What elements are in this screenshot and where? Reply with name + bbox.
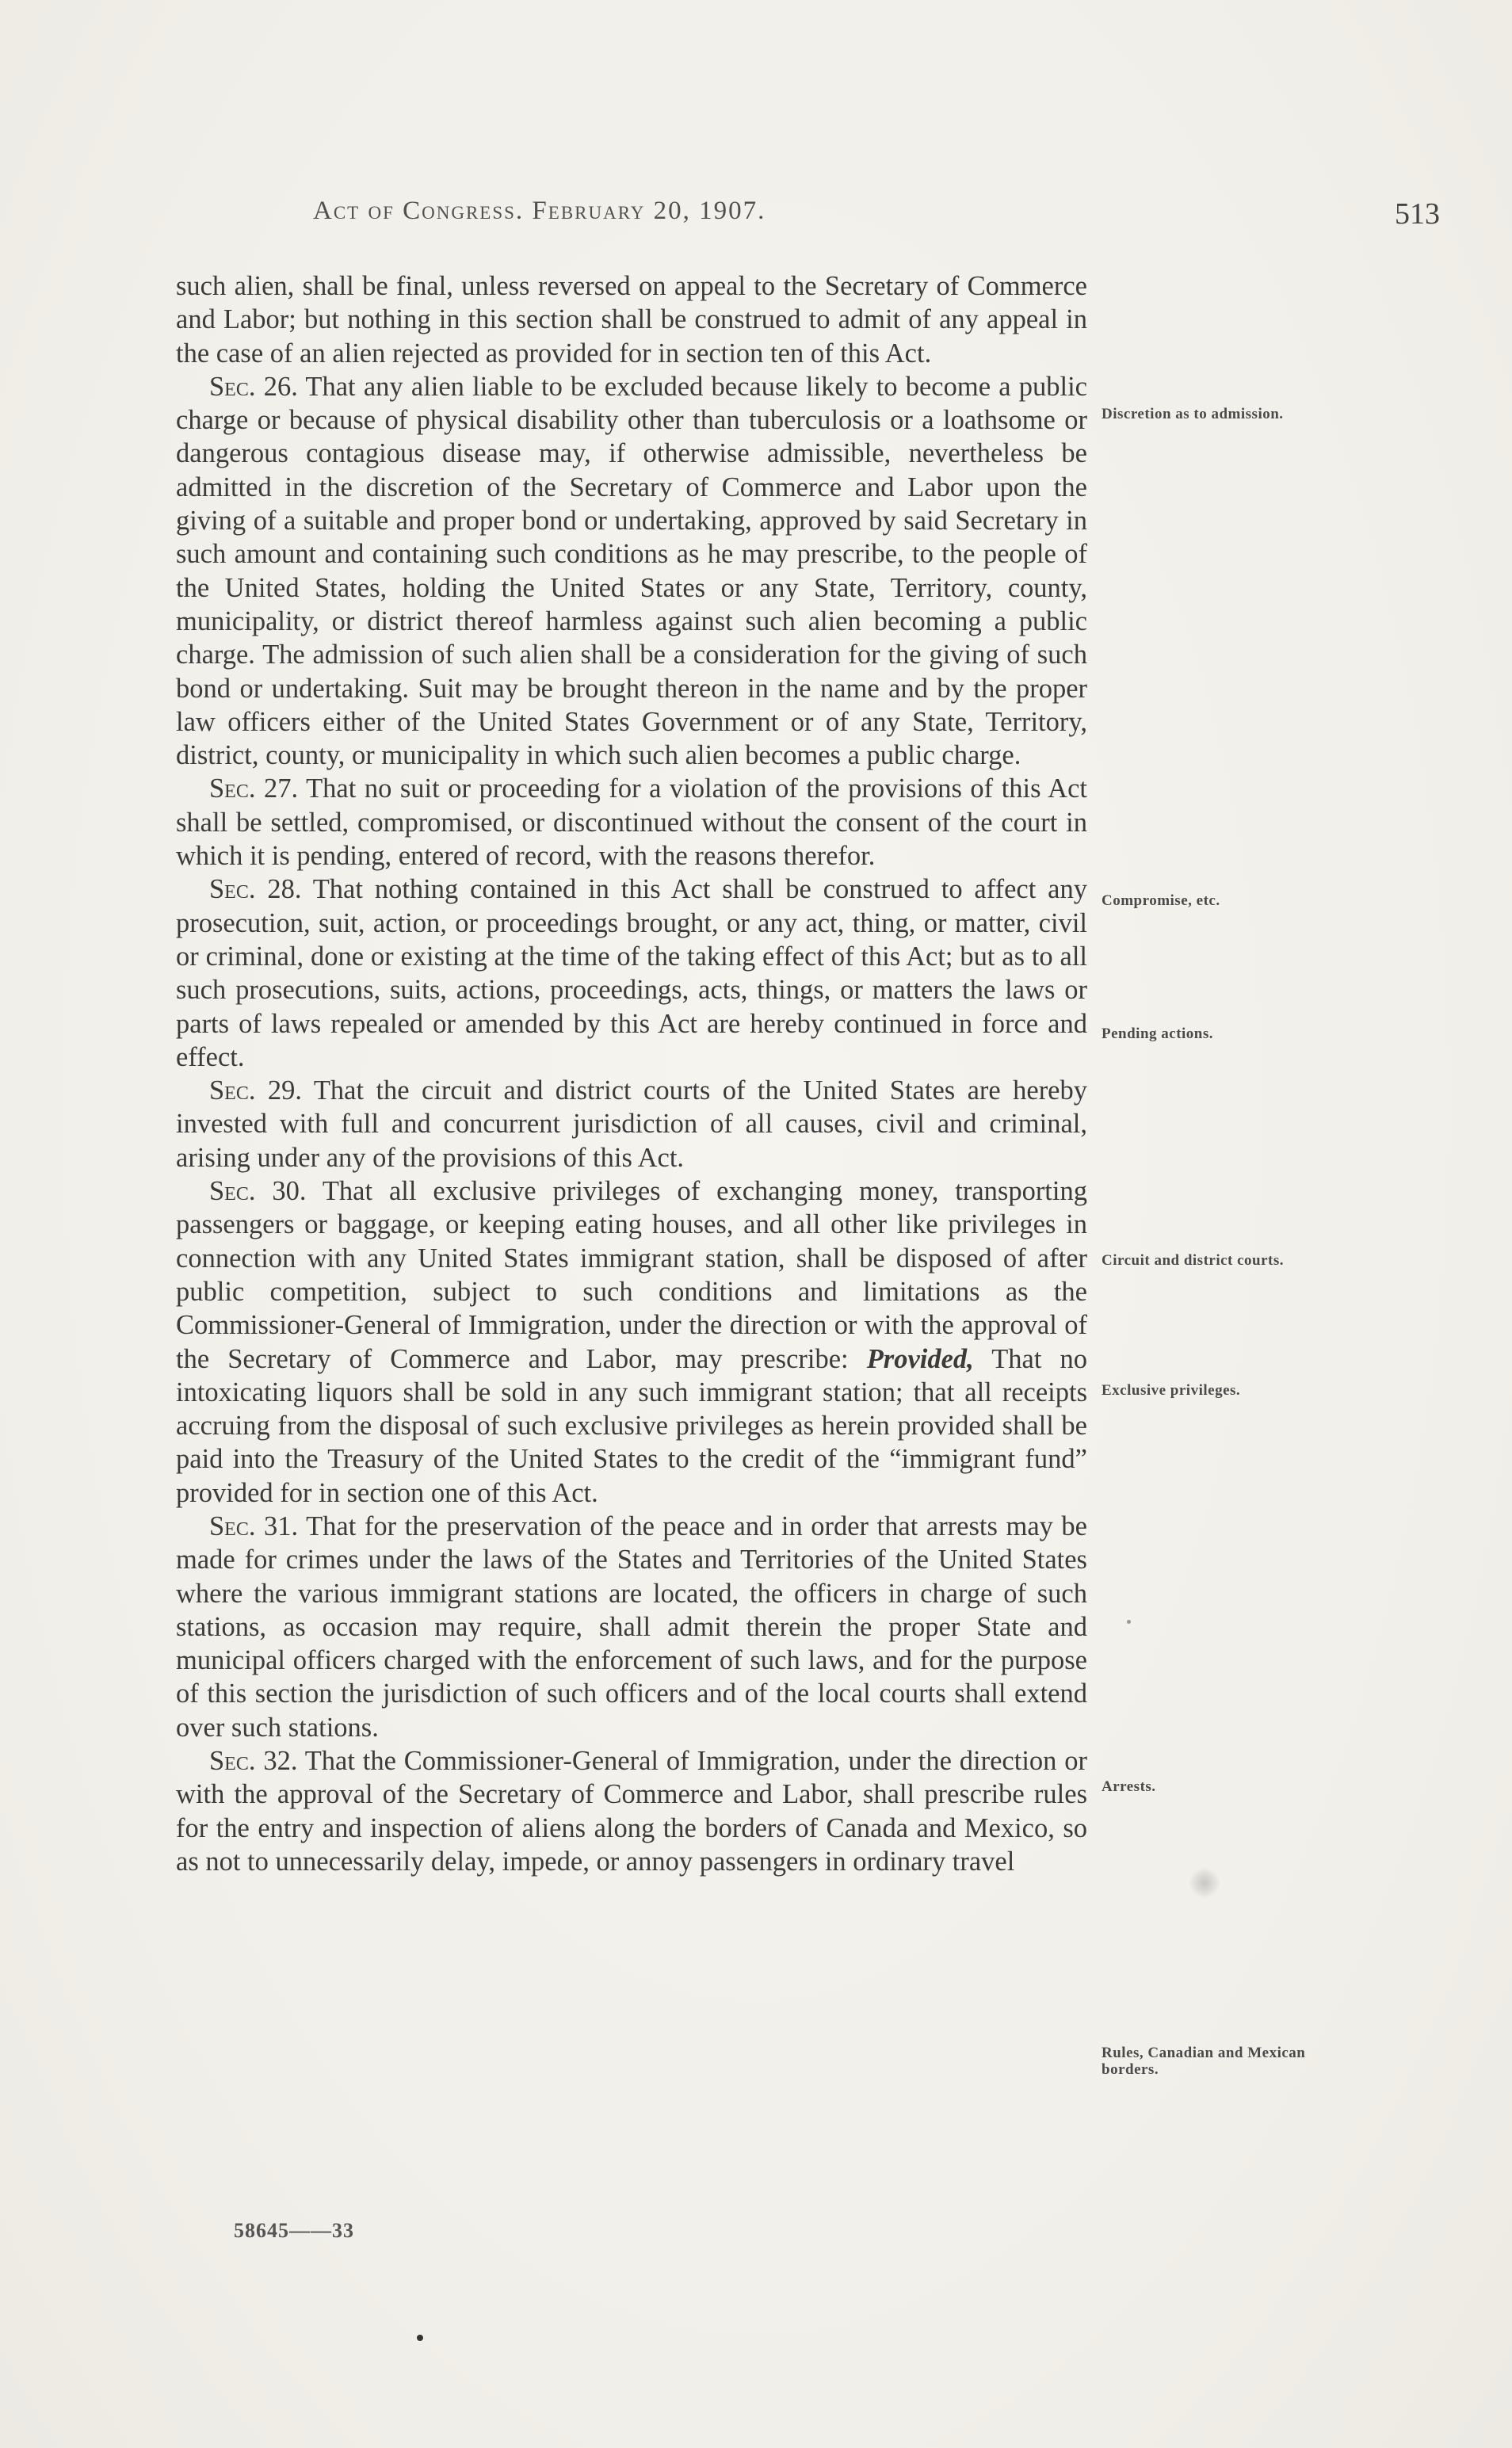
section-label: Sec. 29. [209, 1075, 303, 1106]
paragraph-text: That for the preservation of the peace and in order that arrests may be made for crimes under the laws of the States and Territories of the United States where the various immigrant stations are located, the officers in charge of such stations, as occasion may require, shall admit therein the proper State and municipal officers charged with the enforcement of such laws, and for the purpose of this section the jurisdiction of such officers and of the local courts shall extend over such stations. [176, 1510, 1087, 1743]
section-label: Sec. 28. [209, 874, 302, 905]
section-label: Sec. 31. [209, 1510, 299, 1541]
paragraph-text: That nothing contained in this Act shall be construed to affect any prosecution, suit, action, or proceedings brought, or any act, thing, or matter, civil or criminal, done or existing at the time of the taking effect of this Act; but as to all such prosecutions, suits, actions, proceedings, acts, things, or matters the laws or parts of laws repealed or amended by this Act are hereby continued in force and effect. [176, 874, 1087, 1072]
margin-note-arrests: Arrests. [1102, 1778, 1156, 1795]
body-text [176, 269, 1087, 1878]
paragraph-text: That the circuit and district courts of the United States are hereby invested with full and concurrent jurisdiction of all causes, civil and criminal, arising under any of the provisions of this Act. [176, 1075, 1087, 1173]
paragraph-text: such alien, shall be final, unless reversed on appeal to the Secretary of Commerce and Labor; but nothing in this section shall be construed to admit of any appeal in the case of an alien rejected as provided for in section ten of this Act. [176, 271, 1087, 369]
paragraph-sec-32 [176, 1744, 1087, 1878]
section-label: Sec. 26. [209, 371, 298, 402]
paragraph-sec-30 [176, 1174, 1087, 1510]
paragraph-text: That no suit or proceeding for a violation of the provisions of this Act shall be settled, compromised, or discontinued without the consent of the court in which it is pending, entered of record, with the reasons therefor. [176, 773, 1087, 872]
margin-note-courts: Circuit and district courts. [1102, 1252, 1285, 1269]
ink-dot [1127, 1620, 1131, 1624]
paragraph-sec-27 [176, 772, 1087, 873]
running-head: Act of Congress. February 20, 1907. [313, 197, 766, 225]
paragraph-sec-28 [176, 873, 1087, 1074]
ink-dot [417, 2335, 423, 2341]
paragraph-sec-26 [176, 370, 1087, 773]
paragraph-sec-29 [176, 1074, 1087, 1174]
margin-note-exclusive: Exclusive privileges. [1102, 1382, 1241, 1399]
printer-signature: 58645——33 [234, 2219, 354, 2242]
margin-note-rules: Rules, Canadian and Mexican borders. [1102, 2045, 1306, 2078]
proviso-word: Provided, [866, 1343, 974, 1374]
paragraph-text: That any alien liable to be excluded because likely to become a public charge or because of physical disability other than tuberculosis or a loathsome or dangerous contagious disease may, if otherwise admissible, nevertheless be admitted in the discretion of the Secretary of Commerce and Labor upon the giving of a suitable and proper bond or undertaking, approved by said Secretary in such amount and containing such conditions as he may prescribe, to the people of the United States, holding the United States or any State, Territory, county, municipality, or district thereof harmless against such alien becoming a public charge. The admission of such alien shall be a consideration for the giving of such bond or undertaking. Suit may be brought thereon in the name and by the proper law officers either of the United States Government or of any State, Territory, district, county, or municipality in which such alien becomes a public charge. [176, 371, 1087, 771]
margin-note-discretion: Discretion as to admission. [1102, 406, 1284, 422]
paragraph-text: That the Commissioner-General of Immigration, under the direction or with the approval of the Secretary of Commerce and Labor, shall prescribe rules for the entry and inspection of aliens along the borders of Canada and Mexico, so as not to unnecessarily delay, impede, or annoy passengers in ordinary travel [176, 1746, 1087, 1877]
paper-smudge [1189, 1867, 1220, 1899]
paragraph-sec-31 [176, 1510, 1087, 1744]
section-label: Sec. 27. [209, 773, 299, 804]
paragraph-text: That all exclusive privileges of exchanging money, transporting passengers or baggage, or keeping eating houses, and all other like privileges in connection with any United States immigrant station, shall be disposed of after public competition, subject to such conditions and limitations as the Commissioner-General of Immigration, under the direction or with the approval of the Secretary of Commerce and Labor, may prescribe: [176, 1176, 1087, 1374]
page-number: 513 [1395, 197, 1440, 231]
section-label: Sec. 32. [209, 1746, 298, 1777]
paragraph-text: That no intoxicating liquors shall be sold in any such immigrant station; that all receipts accruing from the disposal of such exclusive privileges as herein provided shall be paid into the Treasury of the United States to the credit of the “immigrant fund” provided for in section one of this Act. [176, 1343, 1087, 1508]
margin-note-pending: Pending actions. [1102, 1025, 1214, 1042]
paragraph-continuation [176, 269, 1087, 370]
margin-note-compromise: Compromise, etc. [1102, 892, 1220, 909]
section-label: Sec. 30. [209, 1176, 307, 1207]
